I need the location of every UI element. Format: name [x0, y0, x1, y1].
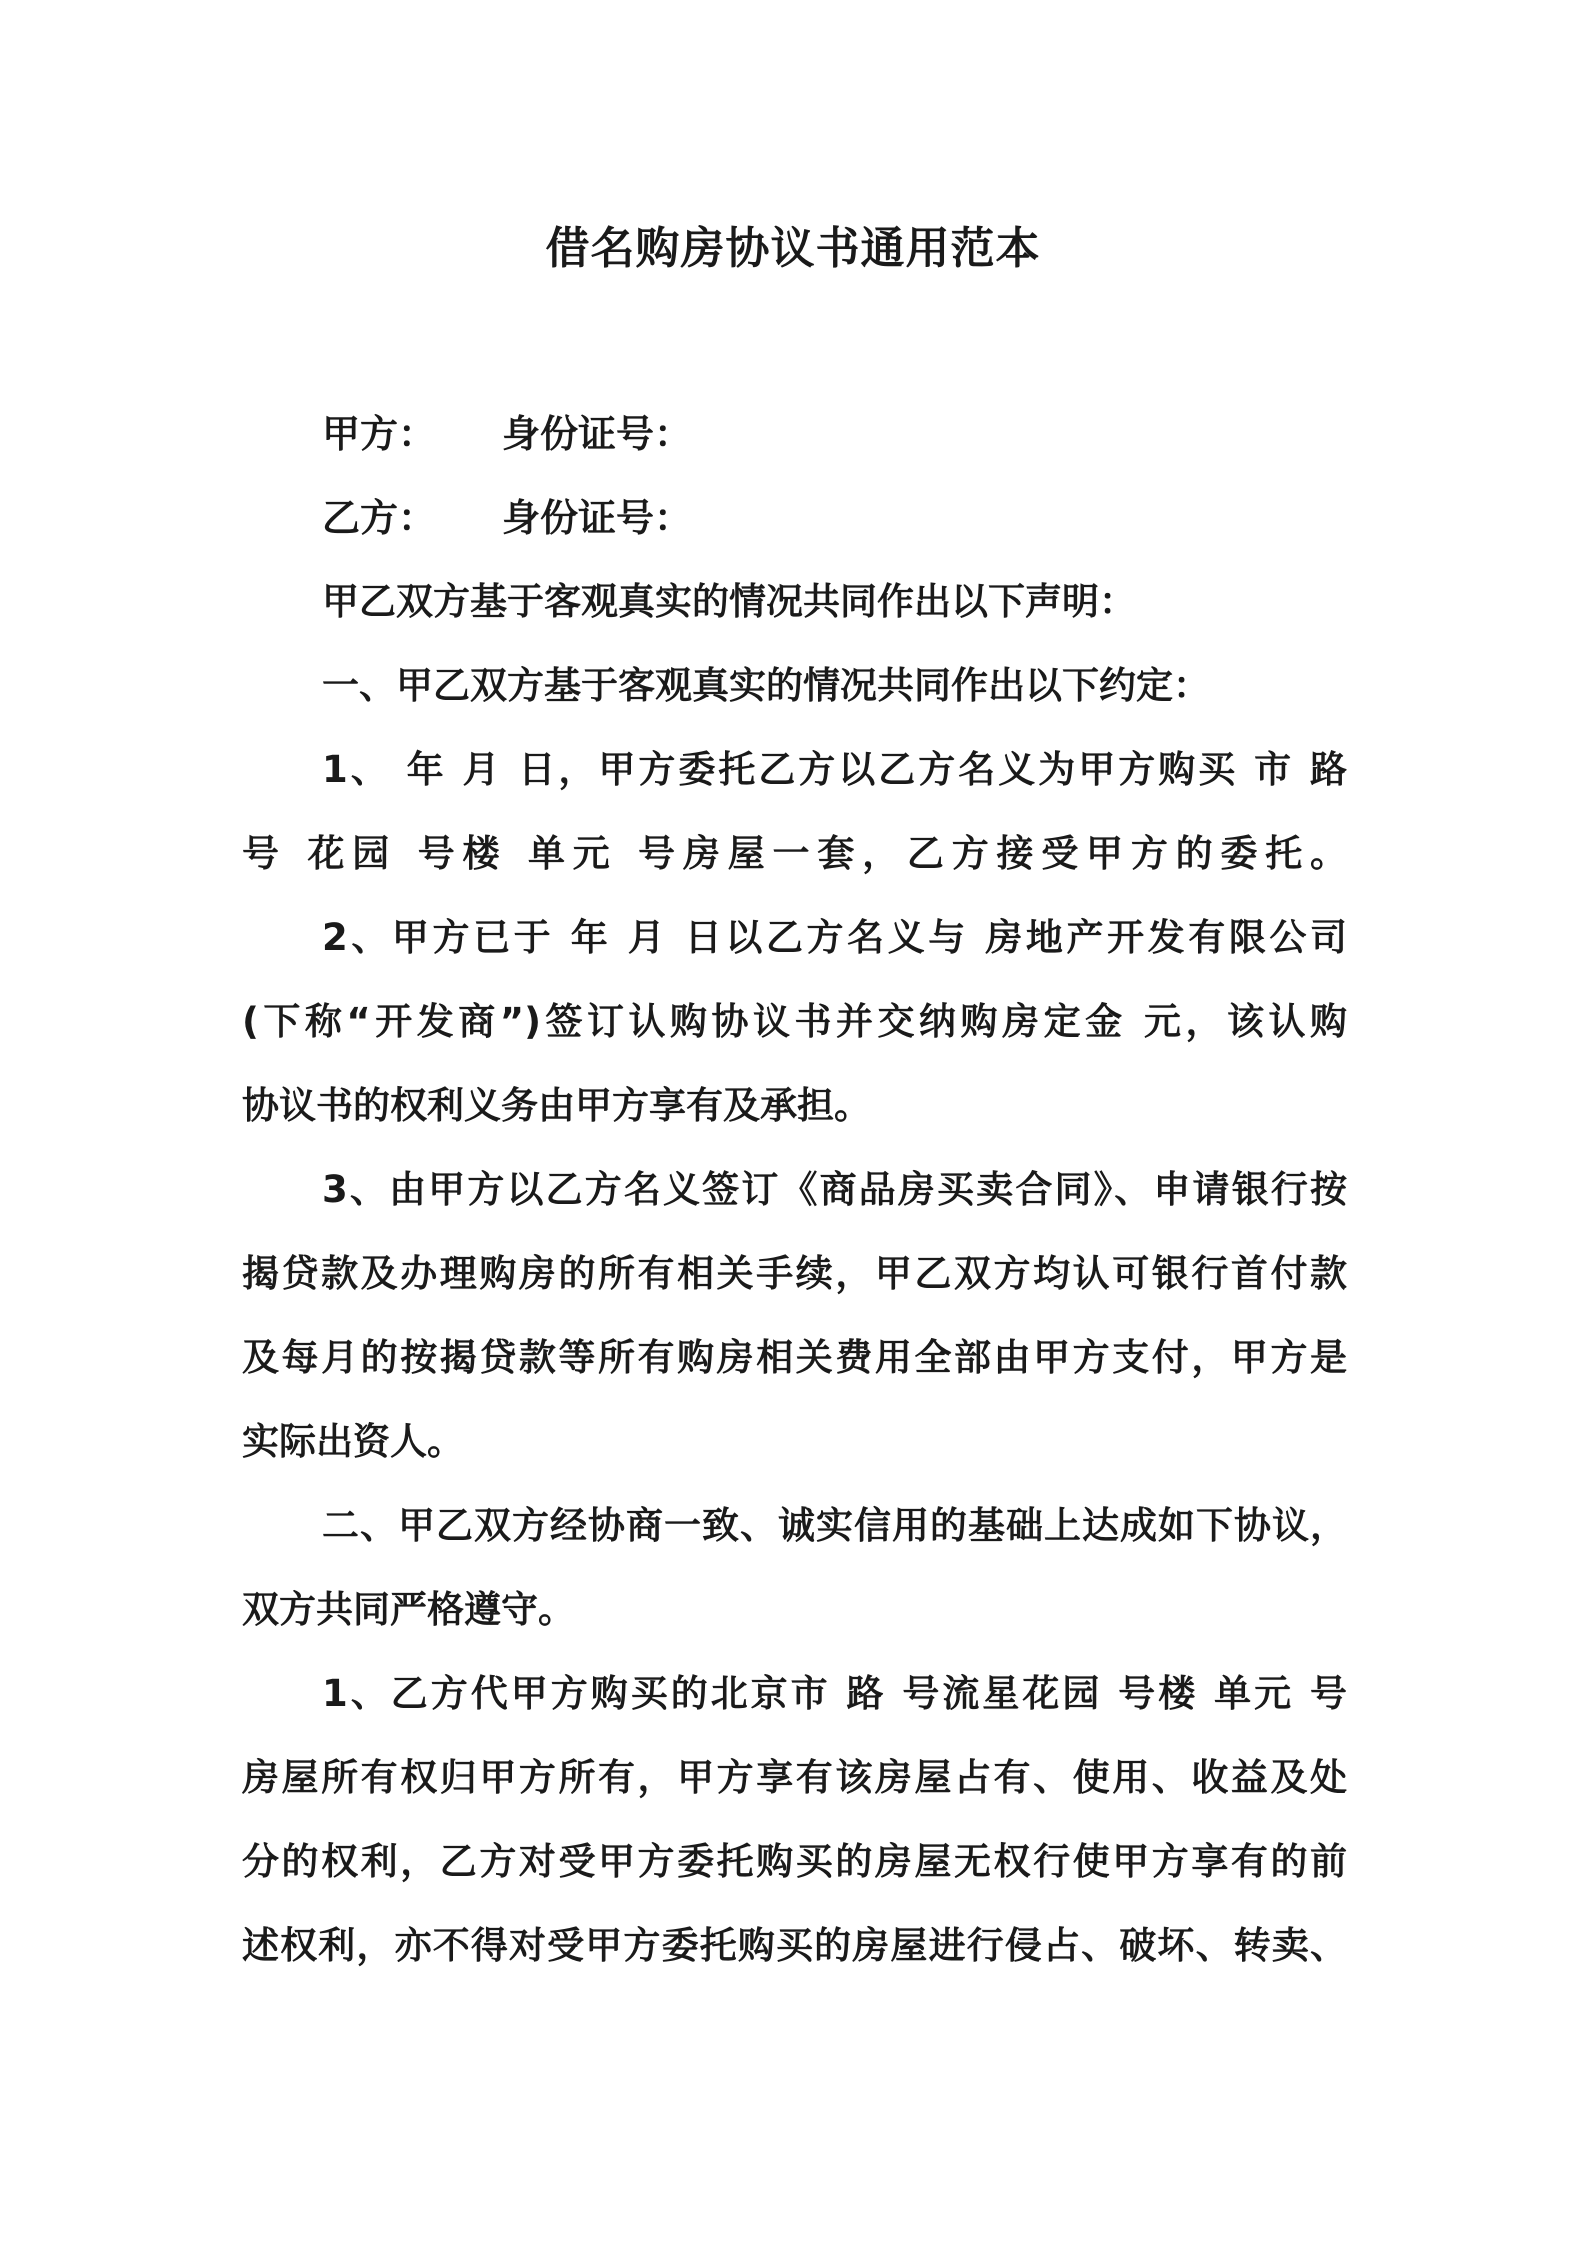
party-a-row	[322, 410, 692, 458]
clause-1-2-line-2: (下称“开发商”)签订认购协议书并交纳购房定金 元，该认购	[242, 1000, 1347, 1043]
section-two-heading-line-1: 二、甲乙双方经协商一致、诚实信用的基础上达成如下协议，	[322, 1504, 1347, 1547]
declaration-line: 甲乙双方基于客观真实的情况共同作出以下声明：	[322, 580, 1136, 623]
clause-1-2-line-1: 2、甲方已于 年 月 日以乙方名义与 房地产开发有限公司	[322, 916, 1347, 959]
party-b-id-label: 身份证号：	[502, 496, 693, 540]
clause-1-1-line-2: 号 花园 号楼 单元 号房屋一套，乙方接受甲方的委托。	[242, 832, 1347, 875]
party-a-id-label: 身份证号：	[502, 412, 693, 456]
clause-1-3-line-2: 揭贷款及办理购房的所有相关手续，甲乙双方均认可银行首付款	[242, 1252, 1347, 1295]
section-two-heading-line-2: 双方共同严格遵守。	[242, 1588, 575, 1631]
clause-1-1-line-1: 1、 年 月 日，甲方委托乙方以乙方名义为甲方购买 市 路	[322, 748, 1347, 791]
section-one-heading: 一、甲乙双方基于客观真实的情况共同作出以下约定：	[322, 664, 1210, 707]
party-a-label: 甲方：	[322, 412, 437, 456]
clause-2-1-line-4: 述权利，亦不得对受甲方委托购买的房屋进行侵占、破坏、转卖、	[242, 1924, 1347, 1967]
party-b-row	[322, 494, 692, 542]
clause-1-2-line-3: 协议书的权利义务由甲方享有及承担。	[242, 1084, 871, 1127]
clause-1-3-line-1: 3、由甲方以乙方名义签订《商品房买卖合同》、申请银行按	[322, 1168, 1347, 1211]
clause-1-3-line-3: 及每月的按揭贷款等所有购房相关费用全部由甲方支付，甲方是	[242, 1336, 1347, 1379]
clause-1-3-line-4: 实际出资人。	[242, 1420, 464, 1463]
clause-2-1-line-1: 1、乙方代甲方购买的北京市 路 号流星花园 号楼 单元 号	[322, 1672, 1347, 1715]
clause-2-1-line-2: 房屋所有权归甲方所有，甲方享有该房屋占有、使用、收益及处	[242, 1756, 1347, 1799]
document-title: 借名购房协议书通用范本	[545, 223, 1041, 274]
party-b-label: 乙方：	[322, 496, 437, 540]
clause-2-1-line-3: 分的权利，乙方对受甲方委托购买的房屋无权行使甲方享有的前	[242, 1840, 1347, 1883]
